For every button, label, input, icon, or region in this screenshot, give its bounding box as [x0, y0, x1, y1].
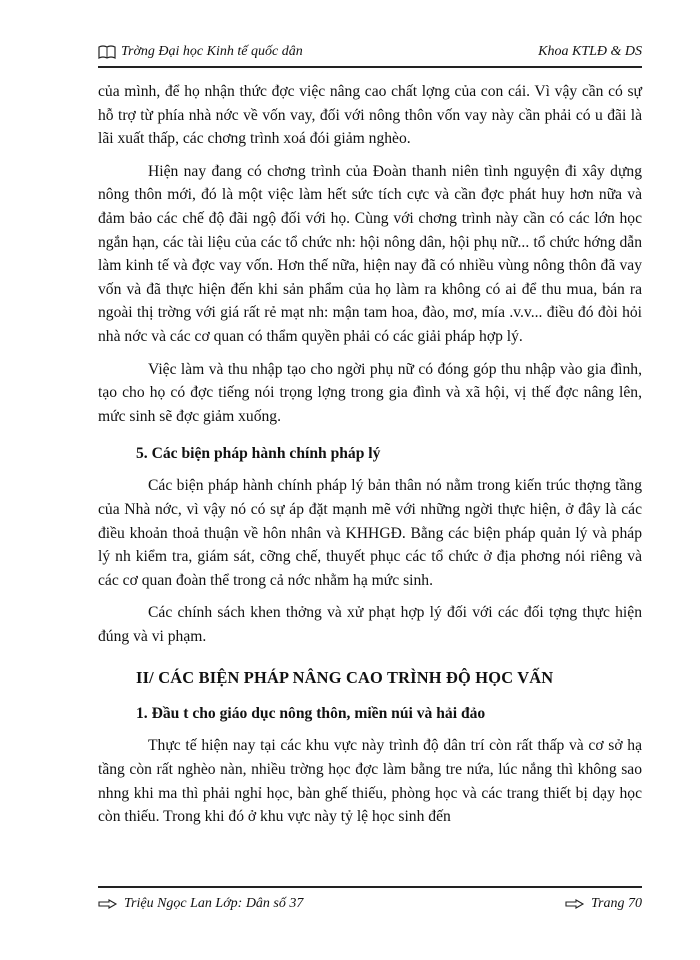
paragraph: của mình, để họ nhận thức đợc việc nâng cao chất lợng của con cái. Vì vậy cần có sự hỗ trợ từ phía nhà nớc về vốn vay, đối với nông thôn vốn vay này cần phải có u đãi là lãi xuất thấp, các chơng trình xoá đói giảm nghèo.: [98, 83, 642, 148]
footer-right: [565, 896, 642, 912]
page-header: [98, 40, 642, 68]
document-body: [98, 80, 642, 838]
pointing-hand-icon: [565, 898, 585, 910]
header-school-name: Trờng Đại học Kinh tế quốc dân: [121, 44, 303, 59]
section-heading-ii: II/ CÁC BIỆN PHÁP NÂNG CAO TRÌNH ĐỘ HỌC VẤN: [136, 668, 554, 688]
subsection-heading-1: 1. Đầu t cho giáo dục nông thôn, miền núi và hải đảo: [136, 705, 486, 723]
page-footer: [98, 886, 642, 918]
paragraph: Hiện nay đang có chơng trình của Đoàn thanh niên tình nguyện đi xây dựng nông thôn mới, đó là một việc làm hết sức tích cực và cần đợc phát huy hơn nữa và đảm bảo các chế độ đãi ngộ đối với họ. Cùng với chơng trình này cần có các lớn học ngắn hạn, các tài liệu của các tổ chức nh: hội nông dân, hội phụ nữ... tổ chức hớng dẫn làm kinh tế và đợc vay vốn. Hơn thế nữa, hiện nay đã có nhiều vùng nông thôn đã vay vốn và đã thực hiện đến khi sản phẩm của họ làm ra không có ai để thu mua, bán ra ngoài thị trờng với giá rất rẻ mạt nh: mận tam hoa, đào, mơ, mía .v.v... điều đó đòi hỏi nhà nớc và các cơ quan có thẩm quyền phải có các giải pháp hợp lý.: [98, 162, 642, 345]
page-number: Trang 70: [591, 896, 642, 911]
paragraph: Việc làm và thu nhập tạo cho ngời phụ nữ có đóng góp thu nhập vào gia đình, tạo cho họ có đợc tiếng nói trọng lợng trong gia đình và xã hội, vị thế đợc nâng lên, mức sinh sẽ đợc giảm xuống.: [98, 360, 642, 425]
subsection-heading-5: 5. Các biện pháp hành chính pháp lý: [136, 445, 381, 463]
footer-author: Triệu Ngọc Lan Lớp: Dân số 37: [124, 896, 304, 911]
footer-left: [98, 896, 303, 912]
header-faculty-name: Khoa KTLĐ & DS: [538, 44, 642, 59]
paragraph: Các chính sách khen thởng và xử phạt hợp lý đối với các đối tợng thực hiện đúng và vi phạm.: [98, 604, 642, 645]
book-icon: [98, 45, 116, 59]
pointing-hand-icon: [98, 898, 118, 910]
paragraph: Thực tế hiện nay tại các khu vực này trình độ dân trí còn rất thấp và cơ sở hạ tầng còn rất nghèo nàn, nhiều trờng học đợc làm bằng tre nứa, lúc nắng thì không sao nhng khi ma thì phải nghỉ học, bàn ghế thiếu, phòng học và các trang thiết bị dạy học còn thiếu. Trong khi đó ở khu vực này tỷ lệ học sinh đến: [98, 737, 642, 826]
paragraph: Các biện pháp hành chính pháp lý bản thân nó nằm trong kiến trúc thợng tầng của Nhà nớc, vì vậy nó có sự áp đặt mạnh mẽ với những ngời thực hiện, ở đây là các điều khoản thoả thuận về hôn nhân và KHHGĐ. Bằng các biện pháp quản lý và pháp lý nh kiểm tra, giám sát, cỡng chế, thuyết phục các tổ chức ở địa phơng nói riêng và các cơ quan đoàn thể trong cả nớc nhằm hạ mức sinh.: [98, 477, 642, 589]
header-left: [98, 44, 303, 60]
